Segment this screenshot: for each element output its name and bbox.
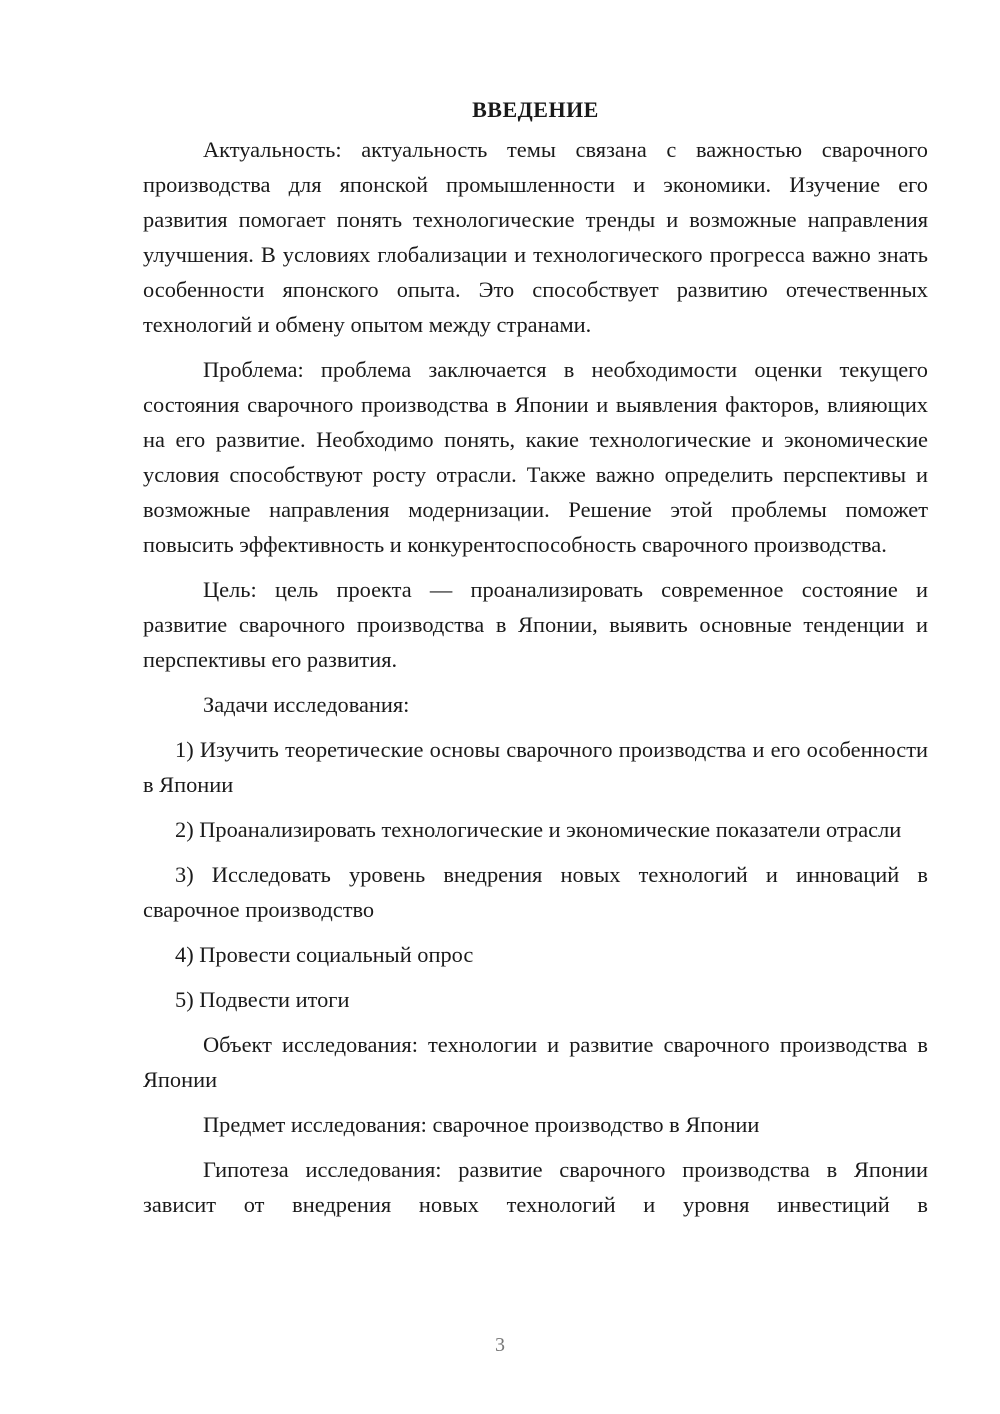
object-paragraph: Объект исследования: технологии и развитие сварочного производства в Японии xyxy=(143,1032,928,1092)
tasks-heading: Задачи исследования: xyxy=(203,692,410,717)
page-number: 3 xyxy=(495,1334,505,1356)
problem-paragraph: Проблема: проблема заключается в необходимости оценки текущего состояния сварочного производства в Японии и выявления факторов, влияющих на его развитие. Необходимо понять, какие технологические и экономические условия способствуют росту отрасли. Также важно определить перспективы и возможные направления модернизации. Решение этой проблемы поможет повысить эффективность и конкурентоспособность сварочного производства. xyxy=(143,357,928,557)
tasks-list xyxy=(143,732,928,1017)
list-item: 3) Исследовать уровень внедрения новых технологий и инноваций в сварочное производство xyxy=(143,862,928,922)
goal-paragraph: Цель: цель проекта — проанализировать современное состояние и развитие сварочного производства в Японии, выявить основные тенденции и перспективы его развития. xyxy=(143,577,928,672)
list-item: 1) Изучить теоретические основы сварочного производства и его особенности в Японии xyxy=(143,737,928,797)
list-item: 4) Провести социальный опрос xyxy=(175,942,474,967)
hypothesis-paragraph: Гипотеза исследования: развитие сварочного производства в Японии зависит от внедрения новых технологий и уровня инвестиций в xyxy=(143,1157,928,1217)
list-item: 5) Подвести итоги xyxy=(175,987,350,1012)
subject-paragraph: Предмет исследования: сварочное производство в Японии xyxy=(203,1112,760,1137)
relevance-paragraph: Актуальность: актуальность темы связана с важностью сварочного производства для японской промышленности и экономики. Изучение его развития помогает понять технологические тренды и возможные направления улучшения. В условиях глобализации и технологического прогресса важно знать особенности японского опыта. Это способствует развитию отечественных технологий и обмену опытом между странами. xyxy=(143,137,928,337)
section-title: ВВЕДЕНИЕ xyxy=(472,97,599,122)
list-item: 2) Проанализировать технологические и экономические показатели отрасли xyxy=(175,817,902,842)
document-page xyxy=(143,92,928,1222)
